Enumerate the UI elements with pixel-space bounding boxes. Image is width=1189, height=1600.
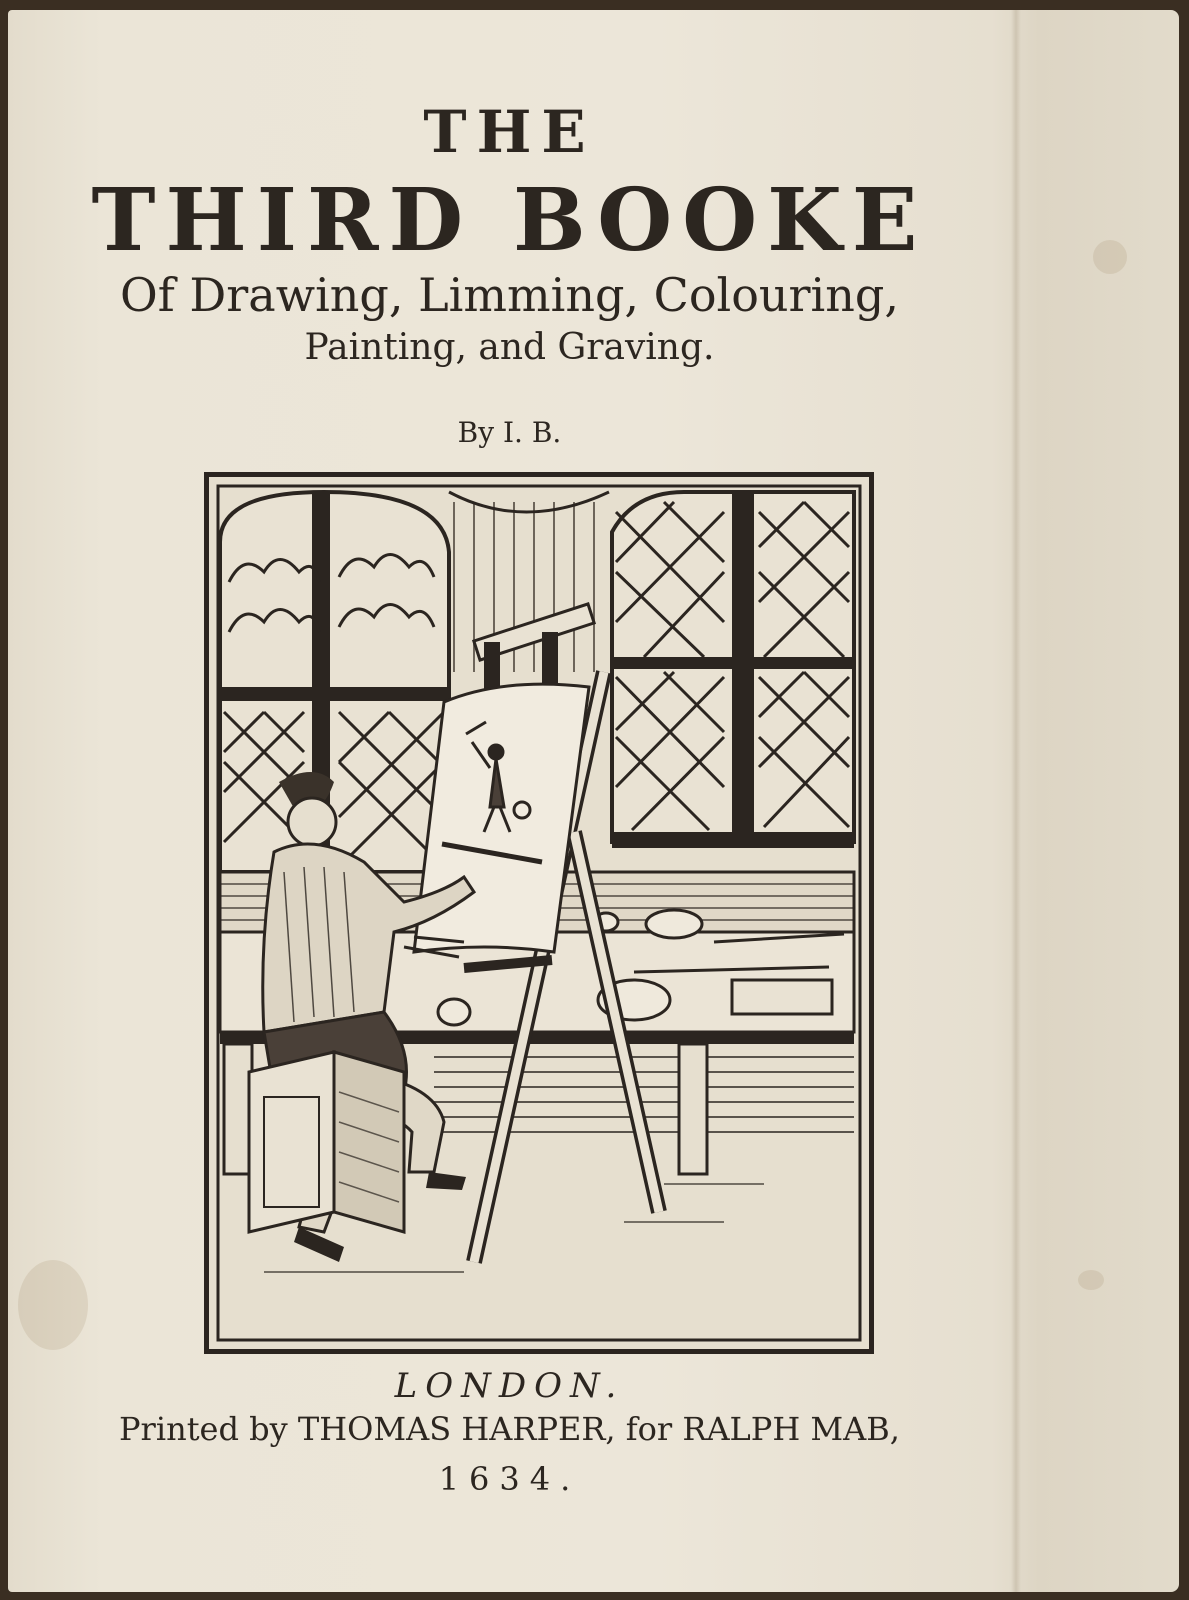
page-fold — [1011, 10, 1021, 1592]
title-page — [8, 10, 1179, 1592]
imprint-printer: Printed by THOMAS HARPER, for RALPH MAB, — [119, 1410, 900, 1448]
woodcut-illustration — [204, 472, 874, 1354]
stain — [18, 1260, 88, 1350]
stain — [1093, 240, 1127, 274]
stool — [249, 1052, 404, 1232]
subtitle-line-2: Painting, and Graving. — [304, 327, 715, 368]
author-line: By I. B. — [457, 416, 562, 449]
right-window — [612, 492, 854, 848]
stain — [1078, 1270, 1104, 1290]
subtitle-line-1: Of Drawing, Limming, Colouring, — [120, 268, 899, 322]
imprint-place: LONDON. — [394, 1366, 625, 1406]
title-line-the: THE — [423, 98, 596, 166]
imprint-year: 1634. — [438, 1460, 581, 1498]
title-line-main: THIRD BOOKE — [91, 170, 928, 271]
